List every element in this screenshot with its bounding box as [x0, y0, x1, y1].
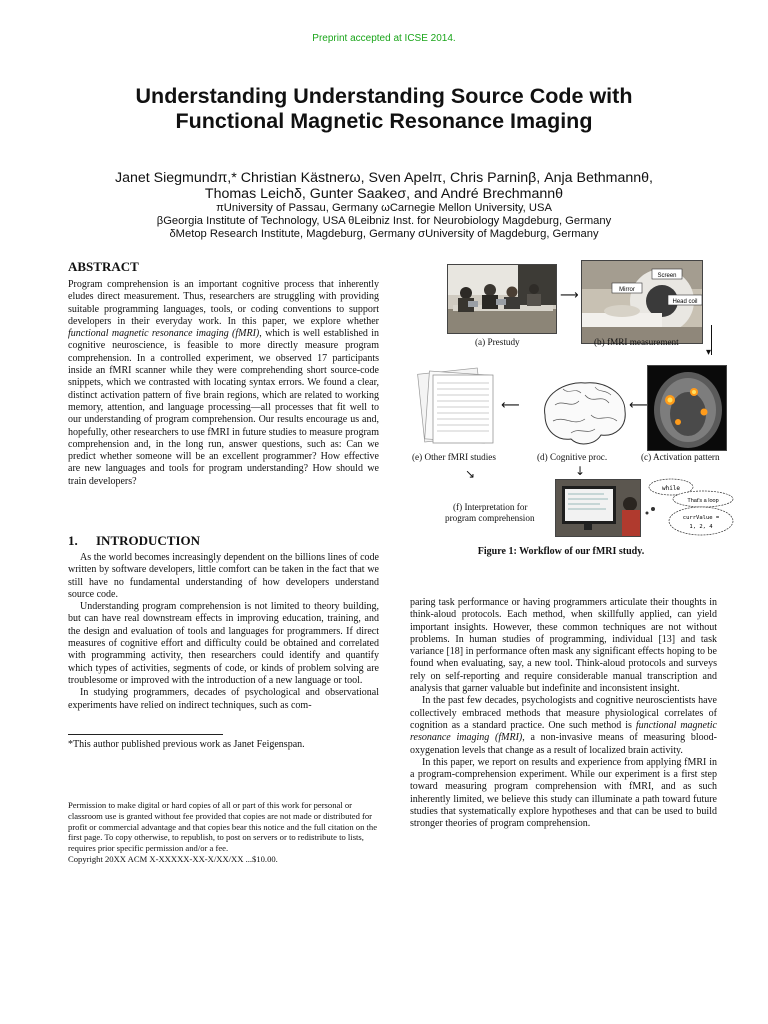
col2-paragraph-2 [410, 695, 717, 756]
authors-line-1: Janet Siegmundπ,* Christian Kästnerω, Sven Apelπ, Chris Parninβ, Anja Bethmannθ, [114, 170, 654, 186]
col2-p2-after: , a non-invasive means of measuring blood-oxygenation levels that change as a result of localized brain activity. [410, 732, 718, 756]
abstract-italic: functional magnetic resonance imaging (fMRI) [68, 328, 260, 340]
caption-e: (e) Other fMRI studies [412, 452, 496, 462]
head-coil-label: Head coil [672, 299, 698, 305]
footnote: *This author published previous work as Janet Feigenspan. [68, 739, 305, 750]
caption-f-line-2: program comprehension [445, 513, 535, 523]
intro-paragraph-1: As the world becomes increasingly dependent on the billions lines of code written by software developers, little comfort can be taken in the fact that we still have no fundamental understanding of how developers understand source code. [68, 552, 379, 600]
caption-a: (a) Prestudy [475, 337, 520, 347]
arrow-d-to-f: ↓ [575, 464, 586, 478]
abstract-body [68, 279, 379, 488]
screen-label: Screen [657, 273, 677, 279]
arrow-e-to-f: ↘ [465, 467, 476, 481]
activation-pattern-image [647, 365, 727, 451]
mirror-label: Mirror [619, 287, 635, 293]
affiliation-line-2: βGeorgia Institute of Technology, USA θLeibniz Inst. for Neurobiology Magdeburg, Germany [156, 215, 612, 227]
bubble-loop: That's a loop [687, 498, 719, 504]
arrow-c-to-d: ⟵ [629, 398, 648, 413]
affiliation-line-1: πUniversity of Passau, Germany ωCarnegie Mellon University, USA [216, 202, 552, 214]
paper-title [40, 84, 728, 134]
title-line-2: Functional Magnetic Resonance Imaging [175, 109, 593, 133]
author-list [40, 170, 728, 202]
section-number: 1. [68, 533, 78, 548]
col2-paragraph-1: paring task performance or having programmers articulate their thoughts in think-aloud protocols. Each method, when skillfully applied, can yield important insights. However, these common techniques are not without problems. In human studies of programming, individual [13] and task variance [18] in performance often mask any significant effects hoping to be found when evaluating, say, a new tool. Think-aloud protocols and surveys rely on self-reporting and require considerable manual transcription and analysis that garner valuable but indefinite and inconsistent insight. [410, 597, 717, 695]
introduction-body [68, 552, 379, 712]
figure-caption: Figure 1: Workflow of our fMRI study. [477, 546, 645, 557]
permission-notice [68, 800, 379, 865]
abstract-heading: ABSTRACT [68, 259, 139, 274]
arrow-d-to-e: ⟵ [501, 398, 520, 413]
caption-f-line-1: (f) Interpretation for [453, 502, 528, 512]
permission-text: Permission to make digital or hard copies of all or part of this work for personal or classroom use is granted without fee provided that copies are not made or distributed for profit or commercial advantage and that copies bear this notice and the full citation on the first page. To copy otherwise, to republish, to post on servers or to redistribute to lists, requires prior specific permission and/or a fee. [68, 800, 378, 854]
authors-line-2: Thomas Leichδ, Gunter Saakeσ, and André Brechmannθ [204, 186, 564, 202]
other-studies-papers [417, 367, 499, 447]
col2-p2-italic: functional magnetic resonance imaging (fMRI) [410, 719, 717, 744]
caption-b: (b) fMRI measurement [594, 337, 679, 347]
bubble-currvalue: currValue = [682, 515, 720, 521]
prestudy-photo [447, 264, 557, 334]
copyright-text: Copyright 20XX ACM X-XXXXX-XX-X/XX/XX ...$10.00. [68, 853, 278, 864]
affiliation-list [40, 202, 728, 241]
caption-d: (d) Cognitive proc. [537, 452, 608, 462]
affiliation-line-3: δMetop Research Institute, Magdeburg, Germany σUniversity of Magdeburg, Germany [169, 228, 599, 240]
caption-c: (c) Activation pattern [641, 452, 720, 462]
right-column-body [410, 597, 717, 831]
interpretation-photo [555, 479, 641, 537]
figure-1 [405, 255, 735, 565]
bubble-while: while [661, 485, 681, 492]
title-line-1: Understanding Understanding Source Code with [135, 84, 633, 108]
intro-paragraph-2: Understanding program comprehension is not limited to theory building, but can have real downstream effects in improving education, training, and the design and evaluation of tools and languages for programmers. If direct measures of cognitive effort and difficulty could be obtained and correlated with programming activity, then researchers could identify and quantify which types of activities, segments of code, or kinds of problem solving are troublesome or improved with the introduction of a new language or tool. [68, 601, 379, 686]
arrow-b-to-c-head: ▾ [706, 347, 712, 358]
cognitive-processes-drawing [535, 375, 631, 451]
abstract-text-2: , which is well established in cognitive neuroscience, is feasible to more directly measure program comprehension. In a controlled experiment, we observed 17 participants inside an fMRI scanner while they were comprehending short source-code snippets, which we contrasted with locating syntax errors. We found a clear, distinct activation pattern of five brain regions, which are related to working memory, attention, and language processing—all processes that fit well to our understanding of program comprehension. Our results encourage us and, hopefully, other researchers to use fMRI in future studies to measure program comprehension and, in the long run, answer questions, such as: Can we predict whether someone will be an excellent programmer? How effective are new languages and tools for program understanding? How should we train developers? [68, 328, 380, 487]
col2-paragraph-3: In this paper, we report on results and experience from applying fMRI in a program-comprehension experiment. While our experiment is a first step toward measuring program comprehension with fMRI, and as such inherently limited, we believe this study can illuminate a path toward future studies that systematically explore hypotheses and that can be used to build stronger theories of program comprehension. [410, 756, 717, 830]
thought-bubbles [641, 477, 737, 543]
preprint-note: Preprint accepted at ICSE 2014. [312, 33, 456, 44]
introduction-heading [68, 533, 200, 549]
footnote-rule [68, 734, 223, 735]
arrow-b-to-c [711, 325, 712, 355]
section-title: INTRODUCTION [96, 533, 201, 548]
intro-paragraph-3: In studying programmers, decades of psychological and observational experiments have relied on indirect techniques, such as com- [68, 687, 379, 711]
arrow-a-to-b: ⟶ [560, 288, 579, 303]
fmri-scanner-photo [581, 260, 703, 344]
bubble-values: 1, 2, 4 [689, 524, 713, 530]
col2-p2-text: In the past few decades, psychologists and cognitive neuroscientists have collectively embraced methods that measure physiological correlates of cognition as a standard practice. One such method is [410, 695, 717, 731]
abstract-text-1: Program comprehension is an important cognitive process that inherently eludes direct measurement. Thus, researchers are struggling with providing suitable programming languages, tools, or coding conventions to support developers in their everyday work. In this paper, we explore whether [68, 279, 379, 327]
